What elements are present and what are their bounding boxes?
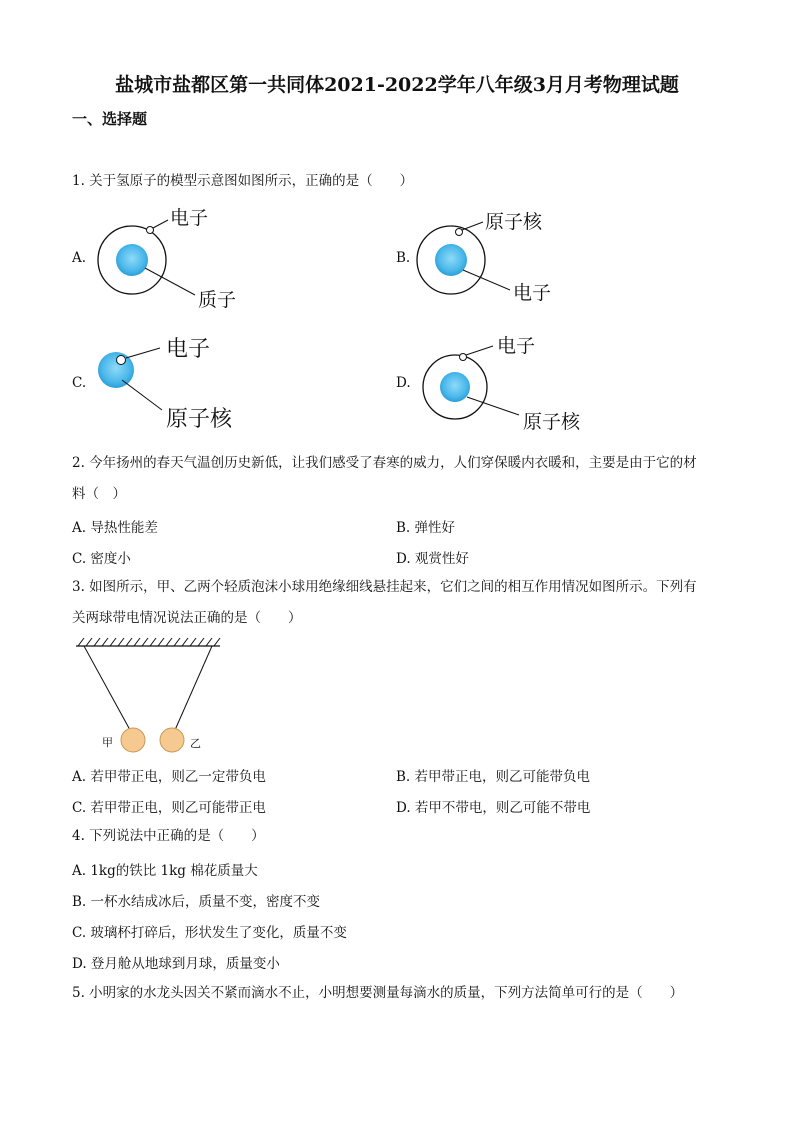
question-3-stem-line-2: 关两球带电情况说法正确的是（ ） bbox=[72, 610, 302, 626]
q1-option-d-atom-figure bbox=[415, 330, 595, 435]
q1-option-d-letter: D. bbox=[396, 375, 411, 391]
q2-option-d: D. 观赏性好 bbox=[396, 551, 469, 567]
q4-option-c: C. 玻璃杯打碎后，形状发生了变化，质量不变 bbox=[72, 925, 347, 941]
q1-d-label-2: 原子核 bbox=[523, 411, 581, 433]
q1-option-b-letter: B. bbox=[396, 250, 411, 266]
q2-option-a: A. 导热性能差 bbox=[72, 520, 158, 536]
q3-option-d: D. 若甲不带电，则乙可能不带电 bbox=[396, 800, 591, 816]
q3-option-b: B. 若甲带正电，则乙可能带负电 bbox=[396, 769, 591, 785]
electron-icon bbox=[456, 229, 463, 236]
question-2-stem-line-2: 料（ ） bbox=[72, 486, 126, 502]
electron-icon bbox=[460, 354, 467, 361]
q1-c-label-1: 电子 bbox=[166, 337, 211, 362]
ball-yi-icon bbox=[160, 728, 184, 752]
q1-option-c-atom-figure bbox=[90, 330, 260, 435]
ball-label-jia: 甲 bbox=[102, 736, 113, 749]
ball-jia-icon bbox=[121, 728, 145, 752]
ceiling-hatch bbox=[78, 638, 220, 646]
q2-option-b: B. 弹性好 bbox=[396, 520, 456, 536]
q1-option-b-atom-figure bbox=[415, 200, 585, 310]
page-title: 盐城市盐都区第一共同体2021-2022学年八年级3月月考物理试题 bbox=[115, 74, 679, 96]
ball-label-yi: 乙 bbox=[190, 737, 201, 750]
thread-left bbox=[84, 646, 130, 730]
q3-option-a: A. 若甲带正电，则乙一定带负电 bbox=[72, 769, 266, 785]
q4-option-b: B. 一杯水结成冰后，质量不变，密度不变 bbox=[72, 894, 321, 910]
nucleus-icon bbox=[116, 244, 148, 276]
question-1-stem: 1. 关于氢原子的模型示意图如图所示，正确的是（ ） bbox=[72, 173, 414, 189]
q1-a-label-2: 质子 bbox=[198, 289, 237, 311]
q3-suspended-balls-figure bbox=[72, 636, 232, 756]
q1-option-a-letter: A. bbox=[72, 250, 87, 266]
nucleus-icon bbox=[435, 244, 467, 276]
q1-option-c-letter: C. bbox=[72, 375, 87, 391]
q1-b-label-1: 原子核 bbox=[485, 211, 543, 233]
section-heading: 一、选择题 bbox=[72, 110, 148, 128]
q1-c-label-2: 原子核 bbox=[166, 407, 233, 432]
q1-d-label-1: 电子 bbox=[497, 335, 536, 357]
q1-a-label-1: 电子 bbox=[170, 207, 209, 229]
q1-option-a-atom-figure bbox=[90, 200, 260, 315]
question-3-stem-line-1: 3. 如图所示，甲、乙两个轻质泡沫小球用绝缘细线悬挂起来，它们之间的相互作用情况如图所示。下列有 bbox=[72, 579, 697, 595]
nucleus-icon bbox=[440, 372, 470, 402]
question-2-stem-line-1: 2. 今年扬州的春天气温创历史新低，让我们感受了春寒的威力，人们穿保暖内衣暖和，主要是由于它的材 bbox=[72, 455, 697, 471]
thread-right bbox=[175, 646, 212, 730]
question-4-stem: 4. 下列说法中正确的是（ ） bbox=[72, 828, 265, 844]
electron-icon bbox=[147, 227, 154, 234]
electron-icon bbox=[117, 356, 126, 365]
q3-option-c: C. 若甲带正电，则乙可能带正电 bbox=[72, 800, 266, 816]
q4-option-d: D. 登月舱从地球到月球，质量变小 bbox=[72, 956, 280, 972]
q2-option-c: C. 密度小 bbox=[72, 551, 131, 567]
question-5-stem: 5. 小明家的水龙头因关不紧而滴水不止，小明想要测量每滴水的质量，下列方法简单可行的是（ ） bbox=[72, 985, 684, 1001]
q4-option-a: A. 1kg的铁比 1kg 棉花质量大 bbox=[72, 863, 258, 879]
q1-b-label-2: 电子 bbox=[513, 282, 552, 304]
